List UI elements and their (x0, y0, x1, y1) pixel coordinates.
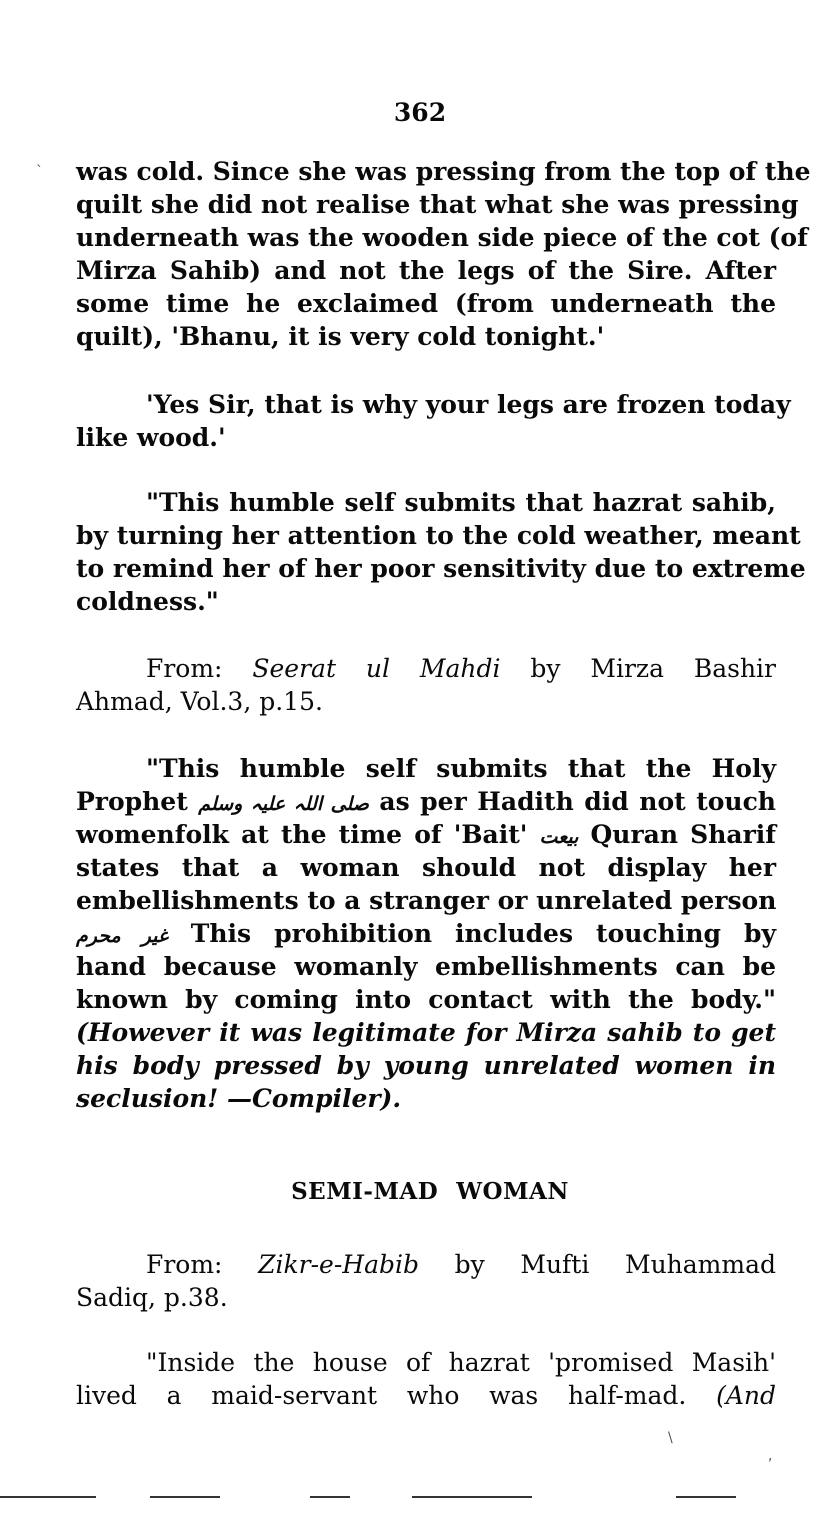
from-label: From: (146, 1250, 223, 1279)
text-line: "This humble self submits that the Holy (146, 754, 776, 783)
text-line: coldness." (76, 587, 219, 616)
text-line: by turning her attention to the cold weather, meant (76, 521, 801, 550)
compiler-note: (However it was legitimate for Mirza sahib to get (76, 1018, 776, 1047)
text-segment: This prohibition includes touching by (190, 919, 776, 948)
text-segment: Prophet (76, 787, 188, 816)
scan-speck: , (768, 1448, 773, 1464)
text-line (76, 1379, 776, 1412)
text-line: quilt she did not realise that what she was pressing (76, 190, 799, 219)
text-line: some time he exclaimed (from underneath the (76, 289, 776, 318)
text-line: Sadiq, p.38. (76, 1283, 228, 1312)
text-line: quilt), 'Bhanu, it is very cold tonight.' (76, 322, 605, 351)
text-line: known by coming into contact with the body." (76, 985, 776, 1014)
scan-speck: ` (36, 164, 43, 180)
text-line: Ahmad, Vol.3, p.15. (76, 687, 323, 716)
section-heading (0, 1178, 840, 1205)
urdu-salutation: صلی اللہ علیہ وسلم (198, 793, 369, 815)
text-line: "Inside the house of hazrat 'promised Masih' (146, 1348, 776, 1377)
text-line: embellishments to a stranger or unrelated person (76, 886, 777, 915)
text-line: to remind her of her poor sensitivity due to extreme (76, 554, 806, 583)
page-number: 362 (393, 98, 447, 127)
text-line: was cold. Since she was pressing from the top of the (76, 157, 811, 186)
heading-word: SEMI-MAD (291, 1178, 439, 1205)
source-citation (146, 1248, 776, 1281)
urdu-bait: بیعت (539, 826, 579, 848)
text-line (76, 785, 776, 821)
text-line: like wood.' (76, 423, 226, 452)
text-line: hand because womanly embellishments can be (76, 952, 776, 981)
text-line: 'Yes Sir, that is why your legs are frozen today (146, 390, 791, 419)
author-text: by Mirza Bashir (530, 654, 777, 683)
compiler-note: seclusion! —Compiler). (76, 1084, 402, 1113)
bottom-rule (412, 1496, 532, 1498)
from-label: From: (146, 654, 223, 683)
scan-speck: \ (668, 1430, 673, 1446)
text-line: "This humble self submits that hazrat sahib, (146, 488, 776, 517)
bottom-rule (150, 1496, 220, 1498)
italic-segment: (And (716, 1381, 776, 1410)
text-line: underneath was the wooden side piece of the cot (of (76, 223, 808, 252)
text-line (76, 818, 776, 854)
text-line: Mirza Sahib) and not the legs of the Sire. After (76, 256, 776, 285)
urdu-ghair-mehram: غیر محرم (76, 925, 168, 947)
heading-word: WOMAN (456, 1178, 569, 1205)
bottom-rule (0, 1496, 96, 1498)
text-segment: womenfolk at the time of 'Bait' (76, 820, 528, 849)
text-segment: as per Hadith did not touch (379, 787, 776, 816)
book-title: Zikr-e-Habib (258, 1250, 419, 1279)
bottom-rule (310, 1496, 350, 1498)
author-text: by Mufti Muhammad (454, 1250, 776, 1279)
source-citation (146, 652, 776, 685)
compiler-note: his body pressed by young unrelated women in (76, 1051, 776, 1080)
text-line (76, 917, 776, 953)
book-title: Seerat ul Mahdi (252, 654, 501, 683)
text-segment: lived a maid-servant who was half-mad. (76, 1381, 687, 1410)
text-segment: Quran Sharif (590, 820, 776, 849)
bottom-rule (676, 1496, 736, 1498)
text-line: states that a woman should not display her (76, 853, 776, 882)
